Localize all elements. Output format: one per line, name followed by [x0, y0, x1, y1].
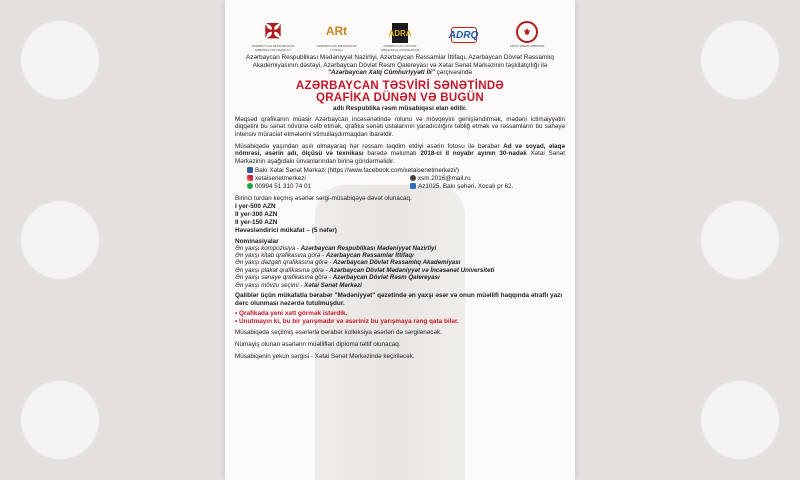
prize-item: II yer-150 AZN [235, 218, 278, 226]
invite-text: Birinci turdan keçmiş əsərlər sərgi-müsabiqəyə dəvət olunacaq. [235, 194, 412, 202]
nomination-item: Ən yaxşı kompozisiya - Azərbaycan Respublikası Mədəniyyət Nazirliyi [235, 244, 437, 252]
xatai-art-center-logo: ⚜ XƏTAİ SƏNƏT MƏRKƏZİ [503, 21, 551, 52]
whatsapp-icon [247, 183, 253, 189]
nominations-heading: Nominasiyalar [235, 237, 279, 245]
ministry-logo-mark: ✠ [264, 20, 282, 43]
contacts-block [235, 167, 565, 190]
intro-text: Azərbaycan Respublikası Mədəniyyət Nazirliyi, Azərbaycan Rəssamlar İttifaqı, Azərbaycan Dövlət Rəssamlıq Akademiyasının dəstəyi, Azərbaycan Dövlət Rəsm Qalereyası və Xətai Sənət Mərkəzinin təşkilatçılığı ilə "Azərbaycan Xalq Cümhuriyyəti İli" çərçivəsində [246, 54, 554, 77]
art-academy-logo-mark: ADRA [392, 23, 408, 43]
submission-paragraph: Müsabiqədə yaşından asılı olmayaraq hər rəssam təqdim etdiyi əsərin fotosu ilə bərabər Ad və soyad, əlaqə nömrəsi, əsərin adı, ölçüsü və texnikası barədə məlumatı 2018-ci il noyabr ayının 30-nadək Xətai Sənət Mərkəzinin aşağıdakı ünvanlarından birinə göndərməlidir. [235, 142, 566, 165]
prize-item: I yer-500 AZN [235, 203, 276, 211]
nomination-item: Ən yaxşı mövzu seçimi - Xətai Sənət Mərkəzi [235, 281, 362, 289]
email-contact[interactable]: xsm.2016@mail.ru [410, 175, 565, 183]
prize-list [235, 203, 565, 234]
instagram-contact[interactable]: xetaisenetmerkezi [247, 175, 402, 183]
instagram-icon [247, 175, 253, 181]
artists-union-logo: ARt AZƏRBAYCAN RƏSSAMLAR İTTİFAQI [313, 19, 361, 52]
home-icon [410, 183, 416, 189]
final-exhibition-text: Müsabiqənin yekun sərgisi - Xətai Sənət Mərkəzində keçiriləcək. [235, 352, 415, 360]
warnings-block: • Qrafikada yeni xətt görmək istərdik. • Unutmayın ki, bu bir yarışmadır və əsəriniz bu yarışmaya rəng qata bilər. [235, 310, 459, 325]
diplomas-text: Nümayiş olunan əsərlərin müəllifləri diploma təltif olunacaq. [235, 340, 401, 348]
ministry-culture-logo: ✠ AZƏRBAYCAN RESPUBLİKASI MƏDƏNİYYƏT NAZİRLİYİ [251, 20, 295, 52]
purpose-paragraph: Məqsəd qrafikanın müasir Azərbaycan incəsənətində rolunu və mövqeyini genişləndirmək, mədəni ictimaiyyətin diqqətini bu sənət növünə cəlb etmək, qrafika sənəti ustalarının yaradıcılığını təbliğ etmək və rəssamların bu sahəyə intensiv müraciət etmələrini stimullaşdırmaqdan ibarətdir. [235, 115, 565, 138]
facebook-icon [247, 167, 253, 173]
nomination-item: Ən yaxşı sənaye qrafikasına görə - Azərbaycan Dövlət Rəsm Qalereyası [235, 274, 440, 282]
nomination-item: Ən yaxşı kitab qrafikasına görə - Azərbaycan Rəssamlar İttifaqı [235, 251, 414, 259]
address-contact: Az1025. Bakı şəhəri, Xocalı pr 62. [410, 183, 565, 191]
page-title: AZƏRBAYCAN TƏSVİRİ SƏNƏTİNDƏ QRAFİKA DÜNƏN VƏ BUGÜN [295, 79, 505, 104]
picture-gallery-logo [440, 27, 488, 52]
facebook-contact[interactable]: Bakı Xətai Sənət Mərkəzi (https://www.facebook.com/xetaisenetmerkezi/) [247, 167, 565, 175]
xatai-logo-mark: ⚜ [516, 21, 538, 43]
catalog-text: Müsabiqədə seçilmiş əsərlərlə bərabər kolleksiya əsərləri də sərgilənəcək. [235, 329, 442, 337]
picture-gallery-logo-mark: ADRQ [451, 27, 477, 43]
art-academy-logo: ADRA AZƏRBAYCAN DÖVLƏT RƏSSAMLIQ AKADEMİYASI [376, 23, 424, 52]
poster [225, 0, 575, 480]
phone-contact[interactable]: 00994 51 310 74 01 [247, 183, 402, 191]
winners-note: Qaliblər üçün mükafatla bərabər "Mədəniyyət" qəzetində ən yaxşı əsər və onun müəllifi haqqında ətraflı yazı dərc olunması nəzərdə tutulmuşdur. [235, 291, 563, 307]
nomination-item: Ən yaxşı plakat qrafikasına görə - Azərbaycan Dövlət Mədəniyyət və İncəsənət Universiteti [235, 266, 495, 274]
nomination-item: Ən yaxşı dəzgah qrafikasına görə - Azərbaycan Dövlət Rəssamlıq Akademiyası [235, 259, 461, 267]
artists-union-logo-mark: ARt [325, 24, 348, 38]
email-icon [410, 175, 416, 181]
prize-item: II yer-300 AZN [235, 211, 278, 219]
prize-item: Həvəsləndirici mükafat – (5 nəfər) [235, 226, 337, 234]
logo-row [235, 6, 565, 52]
nominations-list [235, 245, 565, 289]
page-subtitle: adlı Respublika rəsm müsabiqəsi elan edilir. [333, 104, 467, 112]
